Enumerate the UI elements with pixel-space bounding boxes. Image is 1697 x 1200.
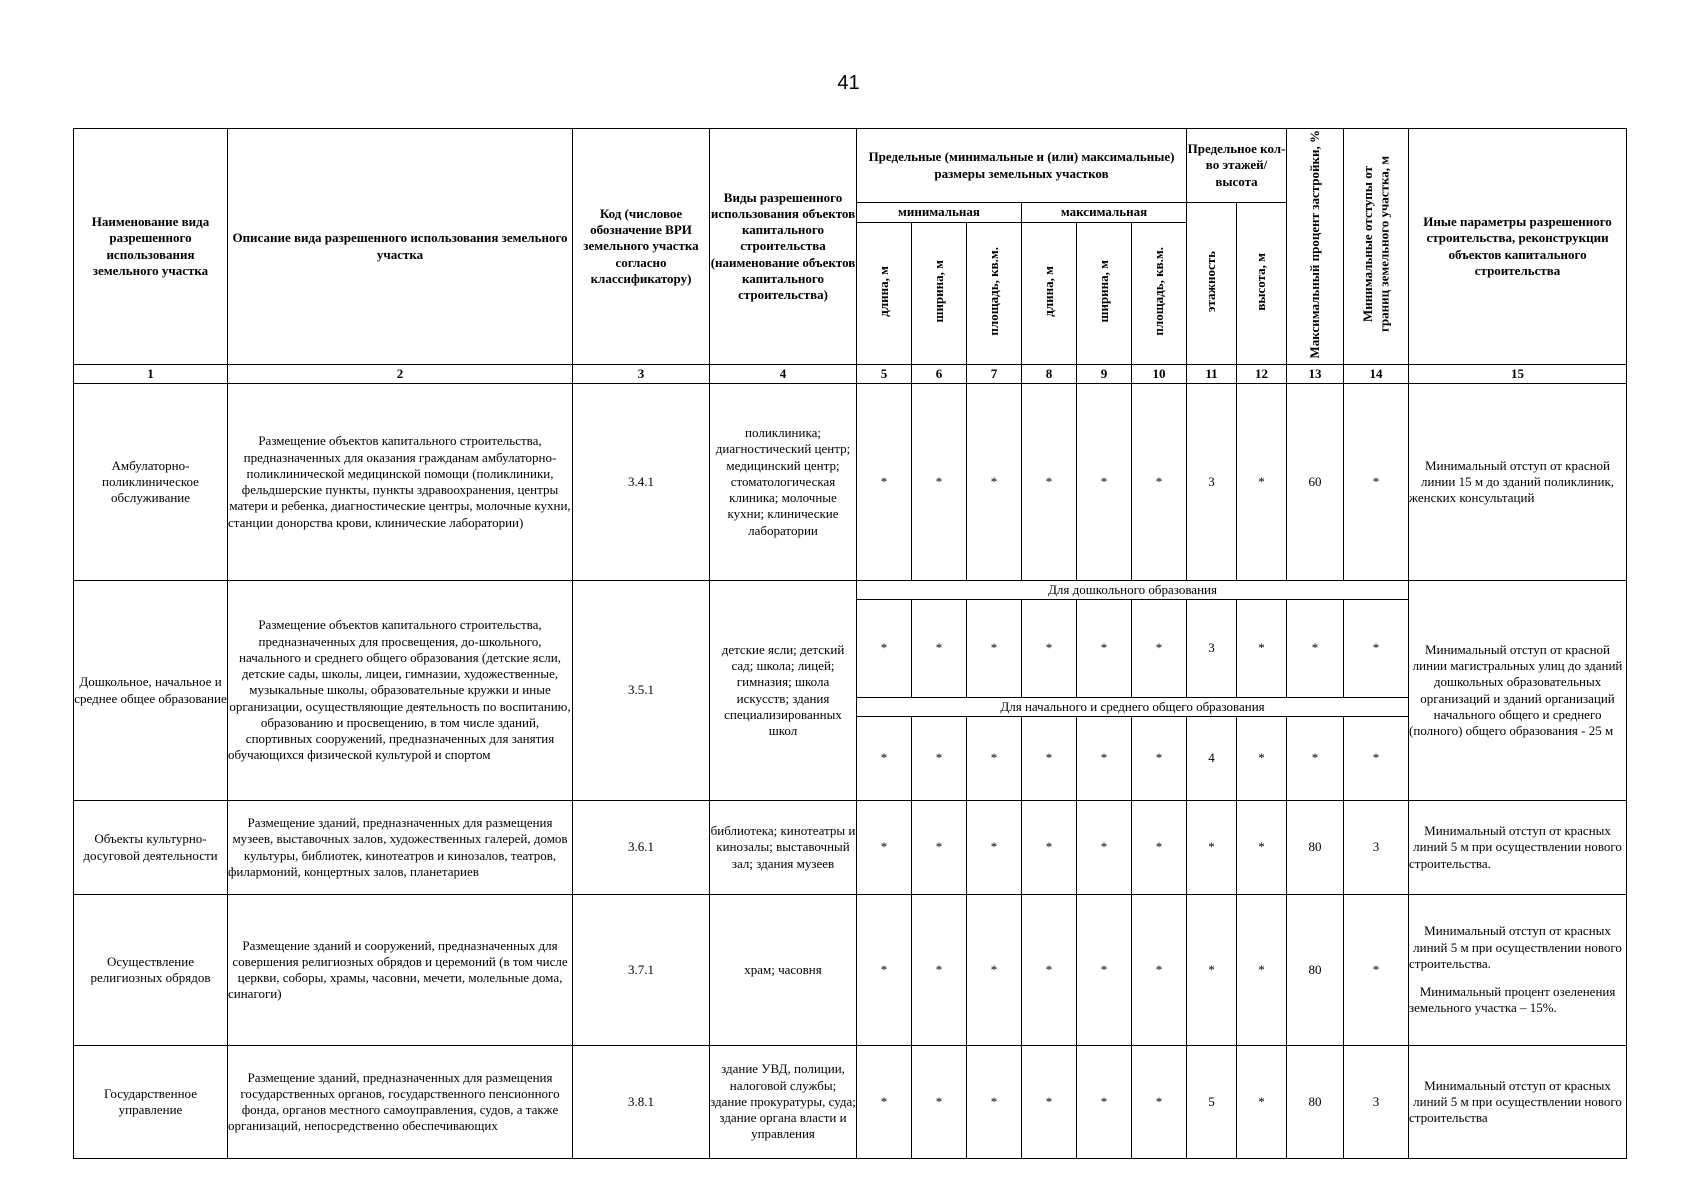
value-cell: *	[857, 1046, 912, 1159]
value-cell: *	[967, 717, 1022, 801]
page-number: 41	[837, 72, 860, 94]
value-cell: *	[857, 895, 912, 1046]
value-cell: *	[967, 384, 1022, 581]
value-cell: *	[1237, 895, 1287, 1046]
value-cell: 60	[1287, 384, 1344, 581]
value-cell: *	[1187, 895, 1237, 1046]
value-cell: *	[1132, 717, 1187, 801]
header-min-length-text: длина, м	[875, 266, 891, 317]
value-cell: *	[1022, 384, 1077, 581]
column-number: 2	[228, 365, 573, 384]
table-row	[74, 895, 1627, 1046]
value-cell: 5	[1187, 1046, 1237, 1159]
value-cell: *	[857, 801, 912, 895]
value-cell: *	[967, 1046, 1022, 1159]
value-cell: 3	[1187, 384, 1237, 581]
other-params-line: Минимальный процент озеленения земельного участка – 15%.	[1409, 984, 1616, 1016]
value-cell: *	[1022, 801, 1077, 895]
column-number: 12	[1237, 365, 1287, 384]
column-number: 7	[967, 365, 1022, 384]
value-cell: *	[1187, 801, 1237, 895]
value-cell: *	[1132, 801, 1187, 895]
value-cell: *	[967, 895, 1022, 1046]
header-kinds: Виды разрешенного использования объектов капитального строительства (наименование объектов капитального строительства)	[710, 129, 857, 365]
value-cell: *	[1344, 600, 1409, 698]
value-cell: 3	[1187, 600, 1237, 698]
other-params: Минимальный отступ от красной линии магистральных улиц до зданий дошкольных образовательных организаций и зданий организаций начального общего и среднего (полного) общего образования - 25 м	[1409, 581, 1627, 801]
column-number: 14	[1344, 365, 1409, 384]
value-cell: *	[1344, 384, 1409, 581]
header-floors-group: Предельное кол-во этажей/ высота	[1187, 129, 1287, 203]
value-cell: *	[1237, 384, 1287, 581]
value-cell: *	[912, 1046, 967, 1159]
header-max-width-text: ширина, м	[1095, 260, 1111, 323]
value-cell: 3	[1344, 1046, 1409, 1159]
header-min-area	[967, 223, 1022, 365]
header-min-width	[912, 223, 967, 365]
header-floors	[1187, 203, 1237, 365]
use-kinds: поликлиника; диагностический центр; медицинский центр; стоматологическая клиника; молочные кухни; клинические лаборатории	[710, 384, 857, 581]
value-cell: *	[1237, 801, 1287, 895]
use-code: 3.8.1	[573, 1046, 710, 1159]
use-kinds: библиотека; кинотеатры и кинозалы; выставочный зал; здания музеев	[710, 801, 857, 895]
value-cell: *	[967, 600, 1022, 698]
header-max-area	[1132, 223, 1187, 365]
value-cell: 80	[1287, 1046, 1344, 1159]
header-code: Код (числовое обозначение ВРИ земельного участка согласно классификатору)	[573, 129, 710, 365]
value-cell: *	[857, 717, 912, 801]
use-description: Размещение объектов капитального строительства, предназначенных для просвещения, до-школьного, начального и среднего общего образования (детские ясли, детские сады, школы, лицеи, гимназии, художественные, музыкальные школы, образовательные кружки и иные организации, осуществляющие деятельность по воспитанию, образованию и просвещению, в том числе зданий, спортивных сооружений, предназначенных для занятия обучающихся физической культурой и спортом	[228, 581, 573, 801]
value-cell: *	[857, 600, 912, 698]
value-cell: *	[1022, 895, 1077, 1046]
use-kinds: здание УВД, полиции, налоговой службы; здание прокуратуры, суда; здание органа власти и управления	[710, 1046, 857, 1159]
value-cell: *	[912, 801, 967, 895]
use-name: Государственное управление	[74, 1046, 228, 1159]
value-cell: *	[1022, 717, 1077, 801]
header-min-area-text: площадь, кв.м.	[985, 247, 1001, 336]
value-cell: *	[1237, 1046, 1287, 1159]
header-max-group: максимальная	[1022, 203, 1187, 223]
value-cell: *	[967, 801, 1022, 895]
subsection-caption: Для начального и среднего общего образования	[857, 698, 1409, 717]
use-name: Осуществление религиозных обрядов	[74, 895, 228, 1046]
value-cell: 80	[1287, 895, 1344, 1046]
header-max-length-text: длина, м	[1040, 266, 1056, 317]
value-cell: *	[1344, 717, 1409, 801]
value-cell: *	[1077, 1046, 1132, 1159]
header-max-percent	[1287, 129, 1344, 365]
table-row	[74, 801, 1627, 895]
header-name: Наименование вида разрешенного использования земельного участка	[74, 129, 228, 365]
table-row	[74, 1046, 1627, 1159]
column-number: 10	[1132, 365, 1187, 384]
value-cell: *	[1344, 895, 1409, 1046]
header-min-setback-text: Минимальные отступы от границ земельного участка, м	[1359, 156, 1392, 333]
value-cell: *	[1132, 384, 1187, 581]
value-cell: 4	[1187, 717, 1237, 801]
header-max-length	[1022, 223, 1077, 365]
header-min-setback	[1344, 129, 1409, 365]
header-row	[74, 129, 1627, 203]
value-cell: *	[1022, 600, 1077, 698]
value-cell: *	[912, 717, 967, 801]
use-code: 3.4.1	[573, 384, 710, 581]
column-number-row	[74, 365, 1627, 384]
value-cell: *	[1132, 1046, 1187, 1159]
use-kinds: детские ясли; детский сад; школа; лицей; гимназия; школа искусств; здания специализированных школ	[710, 581, 857, 801]
value-cell: *	[1237, 717, 1287, 801]
use-description: Размещение зданий и сооружений, предназначенных для совершения религиозных обрядов и церемоний (в том числе церкви, соборы, храмы, часовни, мечети, молельные дома, синагоги)	[228, 895, 573, 1046]
value-cell: *	[1287, 717, 1344, 801]
value-cell: *	[912, 895, 967, 1046]
use-code: 3.7.1	[573, 895, 710, 1046]
header-min-length	[857, 223, 912, 365]
header-floors-text: этажность	[1203, 250, 1219, 312]
value-cell: *	[912, 384, 967, 581]
use-name: Объекты культурно-досуговой деятельности	[74, 801, 228, 895]
column-number: 5	[857, 365, 912, 384]
use-code: 3.5.1	[573, 581, 710, 801]
header-other-params: Иные параметры разрешенного строительства, реконструкции объектов капитального строительства	[1409, 129, 1627, 365]
value-cell: *	[1237, 600, 1287, 698]
header-sizes-group: Предельные (минимальные и (или) максимальные) размеры земельных участков	[857, 129, 1187, 203]
other-params	[1409, 895, 1627, 1046]
use-name: Дошкольное, начальное и среднее общее образование	[74, 581, 228, 801]
value-cell: *	[1077, 600, 1132, 698]
use-description: Размещение зданий, предназначенных для размещения государственных органов, государственного пенсионного фонда, органов местного самоуправления, судов, а также организаций, непосредственно обеспечивающих	[228, 1046, 573, 1159]
column-number: 13	[1287, 365, 1344, 384]
header-height	[1237, 203, 1287, 365]
value-cell: *	[1132, 600, 1187, 698]
column-number: 3	[573, 365, 710, 384]
value-cell: *	[1077, 384, 1132, 581]
header-max-area-text: площадь, кв.м.	[1150, 247, 1166, 336]
header-min-width-text: ширина, м	[930, 260, 946, 323]
use-description: Размещение зданий, предназначенных для размещения музеев, выставочных залов, художественных галерей, домов культуры, библиотек, кинотеатров и кинозалов, театров, филармоний, концертных залов, планетариев	[228, 801, 573, 895]
header-min-group: минимальная	[857, 203, 1022, 223]
column-number: 4	[710, 365, 857, 384]
value-cell: 3	[1344, 801, 1409, 895]
subsection-caption: Для дошкольного образования	[857, 581, 1409, 600]
header-description: Описание вида разрешенного использования земельного участка	[228, 129, 573, 365]
value-cell: *	[1132, 895, 1187, 1046]
table-row	[74, 384, 1627, 581]
use-description: Размещение объектов капитального строительства, предназначенных для оказания гражданам амбулаторно-поликлинической медицинской помощи (поликлиники, фельдшерские пункты, пункты здравоохранения, центры матери и ребенка, диагностические центры, молочные кухни, станции донорства крови, клинические лаборатории)	[228, 384, 573, 581]
column-number: 8	[1022, 365, 1077, 384]
use-kinds: храм; часовня	[710, 895, 857, 1046]
column-number: 15	[1409, 365, 1627, 384]
header-max-width	[1077, 223, 1132, 365]
other-params: Минимальный отступ от красных линий 5 м при осуществлении нового строительства	[1409, 1046, 1627, 1159]
value-cell: *	[1077, 801, 1132, 895]
value-cell: *	[912, 600, 967, 698]
other-params: Минимальный отступ от красных линий 5 м при осуществлении нового строительства.	[1409, 801, 1627, 895]
use-name: Амбулаторно-поликлиническое обслуживание	[74, 384, 228, 581]
column-number: 1	[74, 365, 228, 384]
value-cell: *	[1077, 895, 1132, 1046]
column-number: 11	[1187, 365, 1237, 384]
other-params: Минимальный отступ от красной линии 15 м до зданий поликлиник, женских консультаций	[1409, 384, 1627, 581]
column-number: 6	[912, 365, 967, 384]
header-max-percent-text: Максимальный процент застройки, %	[1306, 130, 1322, 359]
value-cell: *	[857, 384, 912, 581]
regulations-table	[73, 128, 1627, 1159]
table-row	[74, 581, 1627, 600]
value-cell: *	[1022, 1046, 1077, 1159]
other-params-line: Минимальный отступ от красных линий 5 м при осуществлении нового строительства.	[1409, 923, 1622, 971]
value-cell: *	[1287, 600, 1344, 698]
value-cell: *	[1077, 717, 1132, 801]
column-number: 9	[1077, 365, 1132, 384]
use-code: 3.6.1	[573, 801, 710, 895]
value-cell: 80	[1287, 801, 1344, 895]
header-height-text: высота, м	[1253, 252, 1269, 311]
